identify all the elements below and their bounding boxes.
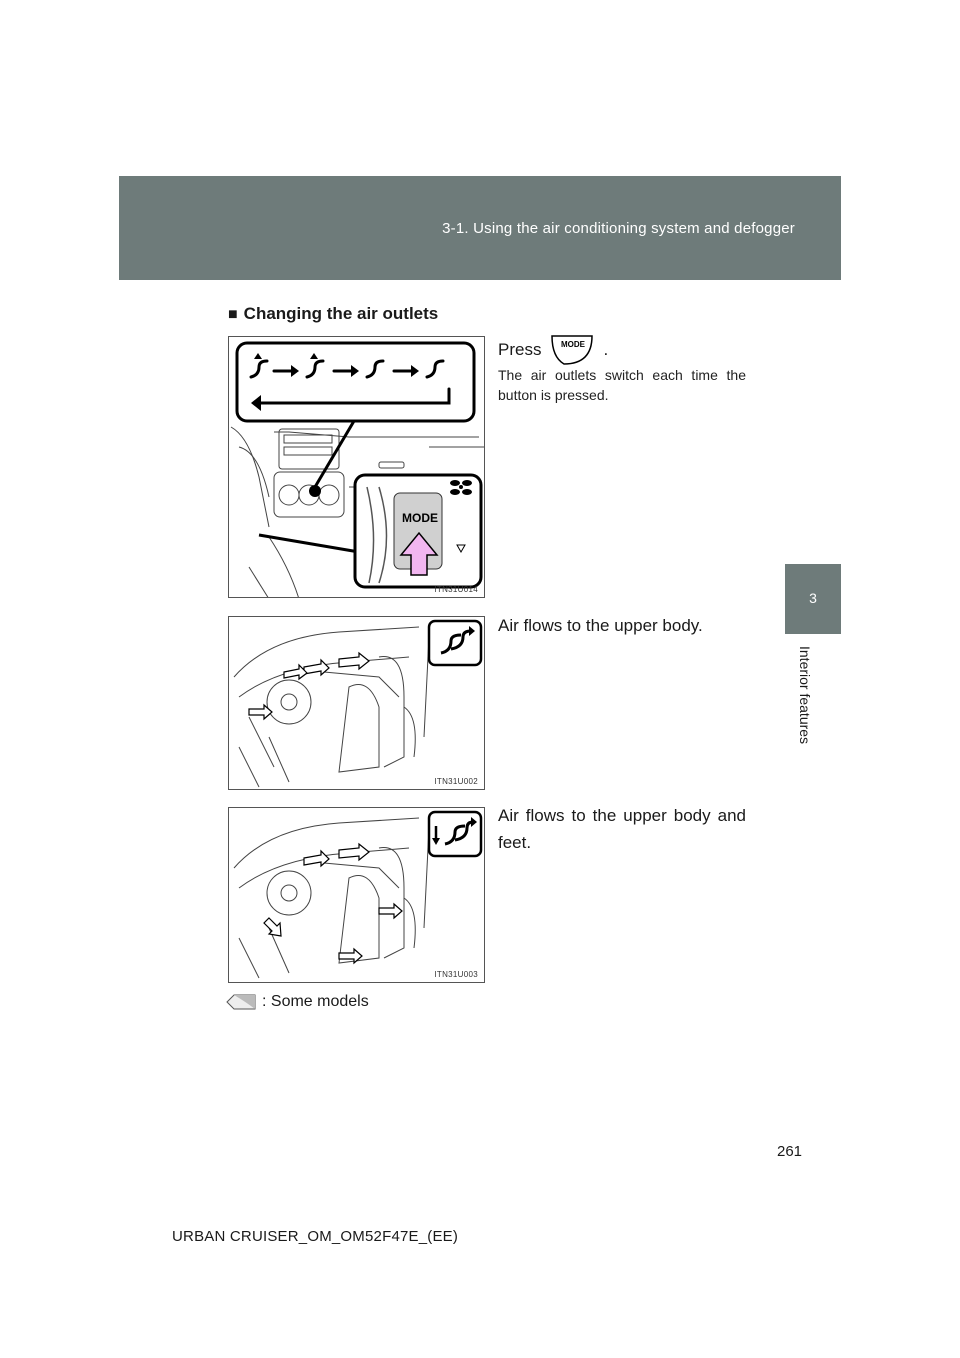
- section-title: 3-1. Using the air conditioning system and defogger: [442, 220, 795, 237]
- section-heading: [228, 304, 438, 324]
- figure-code: ITN31U002: [434, 777, 478, 786]
- some-models-icon: [226, 994, 256, 1010]
- chapter-number: 3: [809, 590, 817, 606]
- some-models-text: : Some models: [262, 993, 369, 1010]
- figure-upper-body: [228, 616, 485, 790]
- dashboard-illustration: [229, 337, 485, 598]
- figure-mode-button: [228, 336, 485, 598]
- heading-text: Changing the air outlets: [243, 304, 439, 323]
- upper-body-feet-text: Air flows to the upper body and feet.: [498, 806, 746, 852]
- some-models-note: [226, 993, 369, 1011]
- header-band: [119, 176, 841, 280]
- chapter-label: Interior features: [797, 646, 813, 745]
- figure-code: ITN31U003: [434, 970, 478, 979]
- footer-doc-id: URBAN CRUISER_OM_OM52F47E_(EE): [172, 1228, 459, 1245]
- figure-code: ITN31U014: [434, 585, 478, 594]
- svg-text:MODE: MODE: [561, 340, 586, 349]
- switch-note: The air outlets switch each time the button is pressed.: [498, 367, 746, 403]
- interior-illustration-upper-feet: [229, 808, 485, 983]
- mode-button-label: MODE: [402, 511, 438, 525]
- page-number: 261: [777, 1143, 803, 1160]
- upper-body-text: Air flows to the upper body.: [498, 616, 703, 635]
- heading-marker: ■: [228, 306, 238, 323]
- chapter-tab[interactable]: [785, 564, 841, 634]
- press-suffix: .: [603, 340, 609, 359]
- press-instruction: [498, 333, 608, 367]
- press-prefix: Press: [498, 340, 542, 359]
- figure-upper-body-feet: [228, 807, 485, 983]
- mode-button-icon: [549, 333, 595, 367]
- interior-illustration-upper: [229, 617, 485, 790]
